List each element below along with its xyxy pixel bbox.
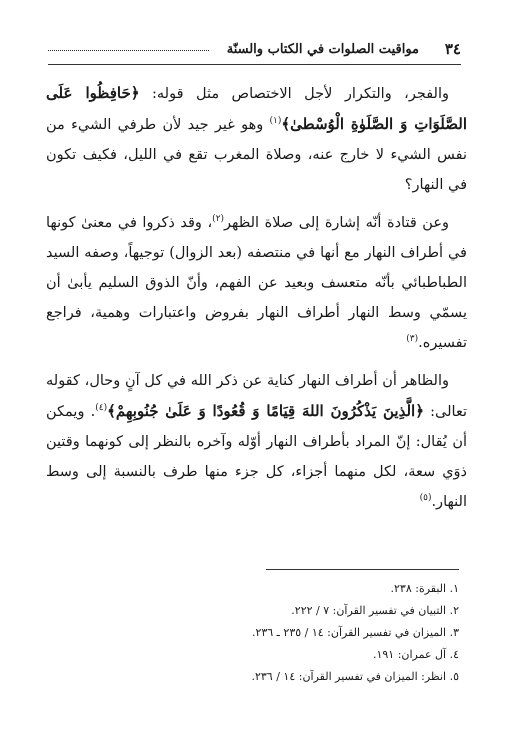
footnote-marker: (٢) [212,214,225,225]
page-header [48,40,461,66]
paragraph-text: . ويمكن أن يُقال: إنّ المراد بأطراف النهار أوّله وآخره بالنظر إلى كونهما وقتين ذوَي سعة، لكل منهما أجزاء، كل جزء منها طرف بالنسبة إلى وسط النهار. [46,404,467,510]
paragraph-2 [46,208,467,358]
header-dotted-leader [48,50,209,51]
page-number: ٣٤ [444,40,461,58]
paragraph-text: والظاهر أن أطراف النهار كناية عن ذكر الله في كل آنٍ وحال، كقوله تعالى: [46,373,468,420]
quran-verse: ﴿حَافِظُوا عَلَى الصَّلَوَاتِ وَ الصَّلَوٰةِ الْوُسْطىٰ﴾ [46,84,467,133]
quran-verse: ﴿الَّذِينَ يَذْكُرُونَ اللهَ قِيَامًا وَ قُعُودًا وَ عَلَىٰ جُنُوبِهِمْ﴾ [107,402,424,420]
paragraph-text: ، وقد ذكروا في معنىٰ كونها في أطراف النهار مع أنها في منتصفه (بعد الزوال) توجيهاً، وصفه السيد الطباطبائي بأنّه متعسف وبعيد عن الفهم، وأنّ الذوق السليم يأبىٰ أن يسمّي وسط النهار أطراف النهار بفروض واعتبارات وهمية، فراجع تفسيره. [46,215,467,351]
main-text [46,78,467,525]
footnote-separator [266,569,459,570]
paragraph-text: وعن قتادة أنّه إشارة إلى صلاة الظهر [224,215,450,231]
footnotes [46,578,459,688]
footnote-marker: (٤) [95,403,108,414]
footnote-line: ٢. التبيان في تفسير القرآن: ٧ / ٢٢٢. [291,604,459,617]
paragraph-1 [46,78,467,200]
footnote-marker: (١) [269,116,282,127]
header-rule [48,64,461,65]
footnote-line: ٣. الميزان في تفسير القرآن: ١٤ / ٢٣٥ ـ ٢٣٦. [251,626,459,639]
footnote-line: ١. البقرة: ٢٣٨. [390,582,459,595]
footnote-line: ٥. انظر: الميزان في تفسير القرآن: ١٤ / ٢٣٦. [251,670,459,683]
paragraph-3 [46,366,467,517]
footnote-marker: (٥) [419,493,432,504]
footnote-marker: (٣) [406,334,419,345]
footnote-line: ٤. آل عمران: ١٩١. [372,648,459,661]
running-title: مواقيت الصلوات في الكتاب والسنّة [226,42,419,57]
paragraph-text: والفجر، والتكرار لأجل الاختصاص مثل قوله: [139,86,449,102]
paragraph-text: وهو غير جيد لأن طرفي الشيء من نفس الشيء لا خارج عنه، وصلاة المغرب تقع في الليل، فكيف تكون في النهار؟ [46,117,467,193]
